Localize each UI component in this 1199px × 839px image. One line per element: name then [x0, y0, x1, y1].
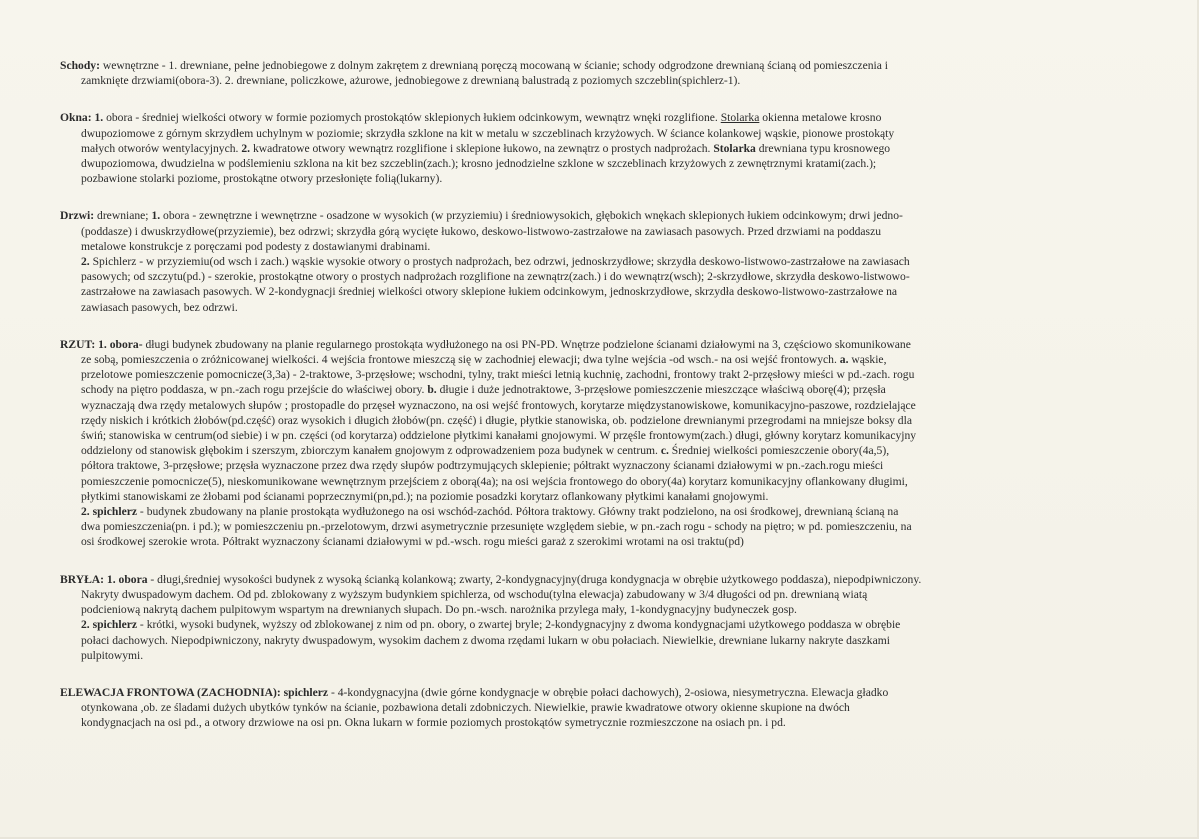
- okna-line-2: dwupoziomowe z górnym skrzydłem uchylnym w poziomie; skrzydła szklone na kit w metalu w szczeblinach krzyżowych. W ściance kolankowej wąskie, pionowe prostokąty: [81, 126, 895, 140]
- section-elewacja: [60, 685, 1140, 731]
- drzwi-line-2: (poddasze) i dwuskrzydłowe(przyziemie), bez odrzwi; skrzydła górą wycięte łukowo, deskowo-listwowo-zastrzałowe na zawiasach pasowych. Przed drzwiami na poddaszu: [81, 224, 882, 238]
- bryla-line-1: BRYŁA: 1. obora - długi,średniej wysokości budynek z wysoką ścianką kolankową; zwarty, 2-kondygnacyjny(druga kondygnacja w obrębie użytkowego poddasza), niepodpiwniczony.: [60, 572, 922, 586]
- drzwi-line-1: Drzwi: drewniane; 1. obora - zewnętrzne i wewnętrzne - osadzone w wysokich (w przyziemiu) i średniowysokich, głębokich wnękach sklepionych łukiem odcinkowym; drwi jedno-: [60, 209, 903, 223]
- drzwi-heading: Drzwi:: [60, 209, 95, 223]
- drzwi-line-4: 2. Spichlerz - w przyziemiu(od wsch i zach.) wąskie wysokie otwory o prostych nadprożach, bez odrzwi, jednoskrzydłowe; skrzydła deskowo-listwowo-zastrzałowe na zawiasach: [81, 255, 910, 269]
- okna-line-4: dwupoziomowa, dwudzielna w podślemieniu szklona na kit bez szczeblin(zach.); krosno jednodzielne szklone w szczeblinach krzyżowych z zewnętrznymi kratami(zach.);: [81, 157, 877, 171]
- okna-line-5: pozbawione stolarki poziome, prostokątne otwory przesłonięte folią(lukarny).: [81, 172, 443, 186]
- rzut-line-8: oddzielony od stanowisk głębokim i szerszym, zbiorczym kanałem gnojowym z odprowadzeniem poza budynek w centrum. c. Średniej wielkości pomieszczenie obory(4a,5),: [81, 444, 890, 458]
- bryla-line-3: podcieniową nakrytą dachem pulpitowym wspartym na drewnianych słupach. Do pn.-wsch. narożnika przylega mały, 1-kondygnacyjny budyneczek gosp.: [81, 603, 797, 617]
- rzut-line-3: przelotowe pomieszczenie pomocnicze(3,3a) - 2-traktowe, 3-przęsłowe; wschodni, tylny, trakt mieści letnią kuchnię, zachodni, frontowy trakt 2-przęsłowy mieści w pd.-zach. rogu: [81, 368, 915, 382]
- okna-line-1: Okna: 1. obora - średniej wielkości otwory w formie poziomych prostokątów sklepionych łukiem odcinkowym, wewnątrz wnęki rozglifione. Stolarka okienna metalowe krosno: [60, 111, 882, 125]
- document-body: [60, 58, 1140, 750]
- drzwi-line-5: pasowych; od szczytu(pd.) - szerokie, prostokątne otwory o prostych nadprożach rozglifione na zewnątrz(zach.) i do wewnątrz(wsch); 2-skrzydłowe, skrzydła deskowo-listwowo-: [81, 270, 910, 284]
- drzwi-line-6: zastrzałowe na zawiasach pasowych. W 2-kondygnacji średniej wielkości otwory sklepione łukiem odcinkowym, jednoskrzydłowe, skrzydła deskowo-listwowo-zastrzałowe na: [81, 285, 898, 299]
- drzwi-line-7: zawiasach pasowych, bez odrzwi.: [81, 300, 238, 314]
- elewacja-line-2: otynkowana ,ob. ze śladami dużych ubytków tynków na ścianie, pozbawiona detali zdobniczych. Niewielkie, prawie kwadratowe otwory okienne skupione na dwóch: [81, 701, 850, 715]
- bryla-line-2: Nakryty dwuspadowym dachem. Od pd. zblokowany z wyższym budynkiem spichlerza, od wschodu(tylna elewacja) zabudowany w 3/4 długości od pn. drewnianą wiatą: [81, 587, 868, 601]
- rzut-line-6: rzędy niskich i krótkich żłobów(pd.część) oraz wysokich i długich żłobów(pn. część) i długie, płytkie stanowiska, ob. podzielone drewnianymi przegrodami na mniejsze boksy dla: [81, 413, 912, 427]
- rzut-line-10: pomieszczenie pomocnicze(5), nieskomunikowane wewnętrznym przejściem z oborą(4a); na osi wejścia frontowego do obory(4a) korytarz komunikacyjny oflankowany długimi,: [81, 474, 908, 488]
- schody-line-2: zamknięte drzwiami(obora-3). 2. drewniane, policzkowe, ażurowe, jednobiegowe z drewnianą balustradą z poziomych szczeblin(spichlerz-1).: [81, 74, 741, 88]
- rzut-line-5: wyznaczają dwa rzędy metalowych słupów ; prostopadle do przęseł wyznaczono, na osi wejść frontowych, korytarze międzystanowiskowe, komunikacyjno-paszowe, rozdzielające: [81, 398, 916, 412]
- section-schody: [60, 58, 1140, 88]
- rzut-line-2: ze sobą, pomieszczenia o zróżnicowanej wielkości. 4 wejścia frontowe mieszczą się w zachodniej elewacji; dwa tylne wejścia -od wsch.- na osi wejść frontowych. a. wąskie,: [81, 353, 887, 367]
- schody-line-1: Schody: wewnętrzne - 1. drewniane, pełne jednobiegowe z dolnym zakrętem z drewnianą poręczą mocowaną w ścianie; schody odgrodzone drewnianą ścianą od pomieszczenia i: [60, 59, 888, 72]
- bryla-line-6: pulpitowymi.: [81, 648, 144, 662]
- elewacja-line-3: kondygnacjach na osi pd., a otwory drzwiowe na osi pn. Okna lukarn w formie poziomych prostokątów symetrycznie rozmieszczone na osiach pn. i pd.: [81, 716, 786, 730]
- schody-heading: Schody:: [60, 59, 100, 72]
- rzut-line-14: osi środkowej szerokie wrota. Półtrakt wyznaczony ścianami działowymi w pd.-wsch. rogu mieści garaż z szerokimi wrotami na osi traktu(pd): [81, 535, 744, 549]
- section-drzwi: [60, 208, 1140, 314]
- rzut-line-4: schody na piętro poddasza, w pn.-zach rogu przejście do właściwej obory. b. długie i duże jednotraktowe, 3-przęsłowe pomieszczenie mieszczące właściwą oborę(4); przęsła: [81, 383, 886, 397]
- rzut-line-1: RZUT: 1. obora- długi budynek zbudowany na planie regularnego prostokąta wydłużonego na osi PN-PD. Wnętrze podzielone ścianami działowymi na 3, częściowo skomunikowane: [60, 337, 911, 351]
- section-bryla: [60, 572, 1140, 663]
- rzut-heading: RZUT: 1. obora-: [60, 337, 143, 351]
- rzut-line-7: świń; stanowiska w centrum(od siebie) i w pn. części (od korytarza) oddzielone płytkimi kanałami gnojowymi. W przęśle frontowym(zach.) długi, główny korytarz komunikacyjny: [81, 429, 917, 443]
- rzut-line-11: płytkimi stanowiskami ze żłobami pod ścianami poprzecznymi(pn,pd.); na poziomie posadzki korytarz oflankowany płytkimi kanałami gnojowymi.: [81, 489, 769, 503]
- okna-heading: Okna: 1.: [60, 111, 104, 125]
- bryla-line-4: 2. spichlerz - krótki, wysoki budynek, wyższy od zblokowanej z nim od pn. obory, o zwartej bryle; 2-kondygnacyjny z dwoma kondygnacjami użytkowego poddasza w obrębie: [81, 618, 901, 632]
- bryla-line-5: połaci dachowych. Niepodpiwniczony, nakryty dwuspadowym, wysokim dachem z dwoma rzędami lukarn w obu połaciach. Niewielkie, drewniane lukarny nakryte daszkami: [81, 633, 890, 647]
- section-okna: [60, 110, 1140, 186]
- section-rzut: [60, 337, 1140, 550]
- bryla-heading: BRYŁA: 1. obora: [60, 572, 148, 586]
- rzut-line-12: 2. spichlerz - budynek zbudowany na planie prostokąta wydłużonego na osi wschód-zachód. Półtora traktowy. Główny trakt podzielono, na osi środkowej, drewnianą ścianą na: [81, 505, 899, 519]
- elewacja-heading: ELEWACJA FRONTOWA (ZACHODNIA): spichlerz: [60, 685, 329, 699]
- rzut-line-13: dwa pomieszczenia(pn. i pd.); w pomieszczeniu pn.-przelotowym, drzwi asymetrycznie przesunięte względem siebie, w pn.-zach rogu - schody na piętro; w pd. pomieszczeniu, na: [81, 520, 912, 534]
- rzut-line-9: półtora traktowe, 3-przęsłowe; przęsła wyznaczone przez dwa rzędy słupów podtrzymujących sklepienie; półtrakt wyznaczony ścianami działowymi w pn.-zach.rogu mieści: [81, 459, 884, 473]
- elewacja-line-1: ELEWACJA FRONTOWA (ZACHODNIA): spichlerz - 4-kondygnacyjna (dwie górne kondygnacje w obrębie połaci dachowych), 2-osiowa, niesymetryczna. Elewacja gładko: [60, 685, 889, 699]
- drzwi-line-3: metalowe konstrukcje z poręczami pod podesty z dostawianymi drabinami.: [81, 239, 431, 253]
- okna-line-3: małych otworów wentylacyjnych. 2. kwadratowe otwory wewnątrz rozglifione i sklepione łukowo, na zewnątrz o prostych nadprożach. Stolarka drewniana typu krosnowego: [81, 141, 891, 155]
